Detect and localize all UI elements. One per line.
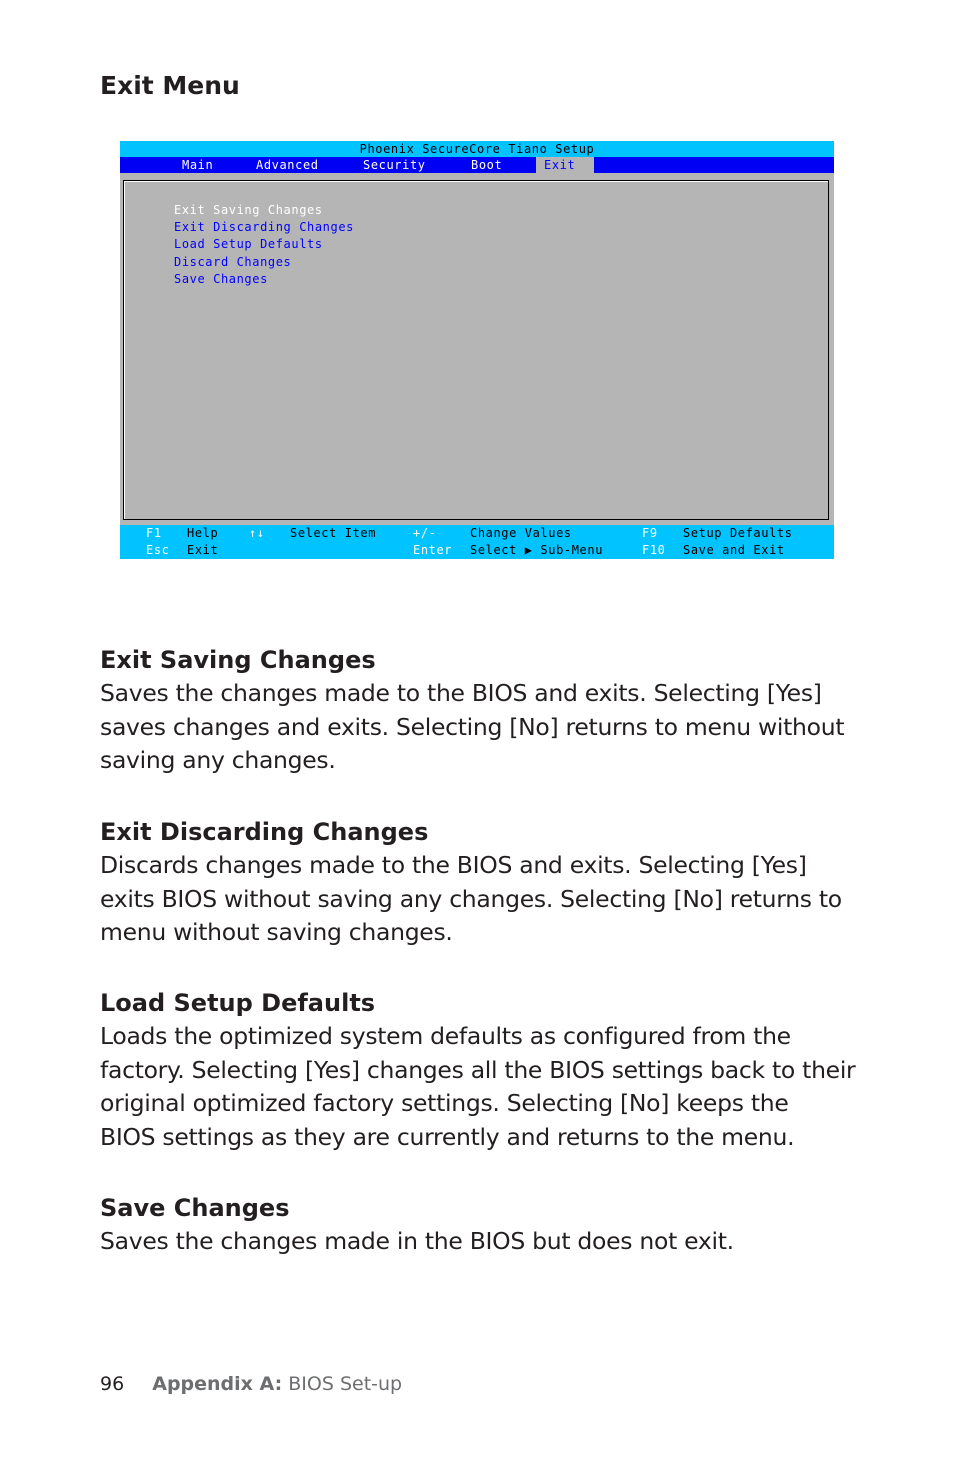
section-title: Load Setup Defaults — [100, 989, 376, 1017]
appendix-title: BIOS Set-up — [288, 1373, 403, 1395]
tab-advanced[interactable]: Advanced — [256, 158, 319, 172]
key-esc-desc: Exit — [187, 543, 219, 557]
key-plusminus-desc: Change Values — [470, 526, 572, 540]
key-f1-desc: Help — [187, 526, 219, 540]
section-title: Save Changes — [100, 1194, 290, 1222]
key-arrows-desc: Select Item — [290, 526, 377, 540]
bios-key-help-bar — [120, 525, 834, 559]
key-f10-desc: Save and Exit — [683, 543, 785, 557]
key-arrows: ↑↓ — [249, 526, 265, 540]
section-text-line: saving any changes. — [100, 746, 336, 774]
appendix-label: Appendix A: — [152, 1373, 283, 1395]
section-title: Exit Discarding Changes — [100, 818, 429, 846]
section-load-setup-defaults — [100, 987, 860, 1154]
key-esc: Esc — [146, 543, 170, 557]
section-text-line: original optimized factory settings. Selecting [No] keeps the — [100, 1089, 789, 1117]
section-text-line: Discards changes made to the BIOS and exits. Selecting [Yes] — [100, 851, 807, 879]
section-text-line: Loads the optimized system defaults as configured from the — [100, 1022, 791, 1050]
section-text-line: Saves the changes made to the BIOS and exits. Selecting [Yes] — [100, 679, 822, 707]
section-text-line: saves changes and exits. Selecting [No] returns to menu without — [100, 712, 845, 741]
key-f1: F1 — [146, 526, 162, 540]
menu-item-exit-saving-changes[interactable]: Exit Saving Changes — [174, 203, 323, 217]
menu-item-save-changes[interactable]: Save Changes — [174, 272, 268, 286]
section-save-changes — [100, 1192, 860, 1259]
bios-tab-bar — [120, 157, 834, 173]
key-f9: F9 — [642, 526, 658, 540]
menu-item-discard-changes[interactable]: Discard Changes — [174, 255, 292, 269]
tab-main[interactable]: Main — [182, 158, 214, 172]
tab-security[interactable]: Security — [363, 158, 426, 172]
section-exit-discarding-changes — [100, 816, 860, 950]
key-enter-desc: Select ▶ Sub-Menu — [470, 543, 604, 557]
key-enter: Enter — [413, 543, 453, 557]
page-number: 96 — [100, 1373, 125, 1395]
section-exit-saving-changes — [100, 644, 860, 778]
menu-item-load-setup-defaults[interactable]: Load Setup Defaults — [174, 237, 323, 251]
bios-screenshot — [120, 141, 834, 559]
key-f9-desc: Setup Defaults — [683, 526, 793, 540]
key-f10: F10 — [642, 543, 666, 557]
bios-title-bar: Phoenix SecureCore Tiano Setup — [120, 141, 834, 157]
page-title: Exit Menu — [100, 71, 240, 100]
section-text-line: Saves the changes made in the BIOS but does not exit. — [100, 1227, 734, 1255]
bios-menu-panel — [123, 180, 829, 520]
section-title: Exit Saving Changes — [100, 646, 376, 674]
tab-exit[interactable]: Exit — [536, 157, 594, 173]
section-text-line: BIOS settings as they are currently and returns to the menu. — [100, 1122, 795, 1151]
menu-item-exit-discarding-changes[interactable]: Exit Discarding Changes — [174, 220, 354, 234]
section-text-line: menu without saving changes. — [100, 918, 453, 946]
tab-boot[interactable]: Boot — [471, 158, 503, 172]
section-text-line: factory. Selecting [Yes] changes all the BIOS settings back to their — [100, 1055, 856, 1084]
key-plusminus: +/- — [413, 526, 437, 540]
section-text-line: exits BIOS without saving any changes. Selecting [No] returns to — [100, 884, 842, 913]
page-footer — [100, 1370, 402, 1398]
